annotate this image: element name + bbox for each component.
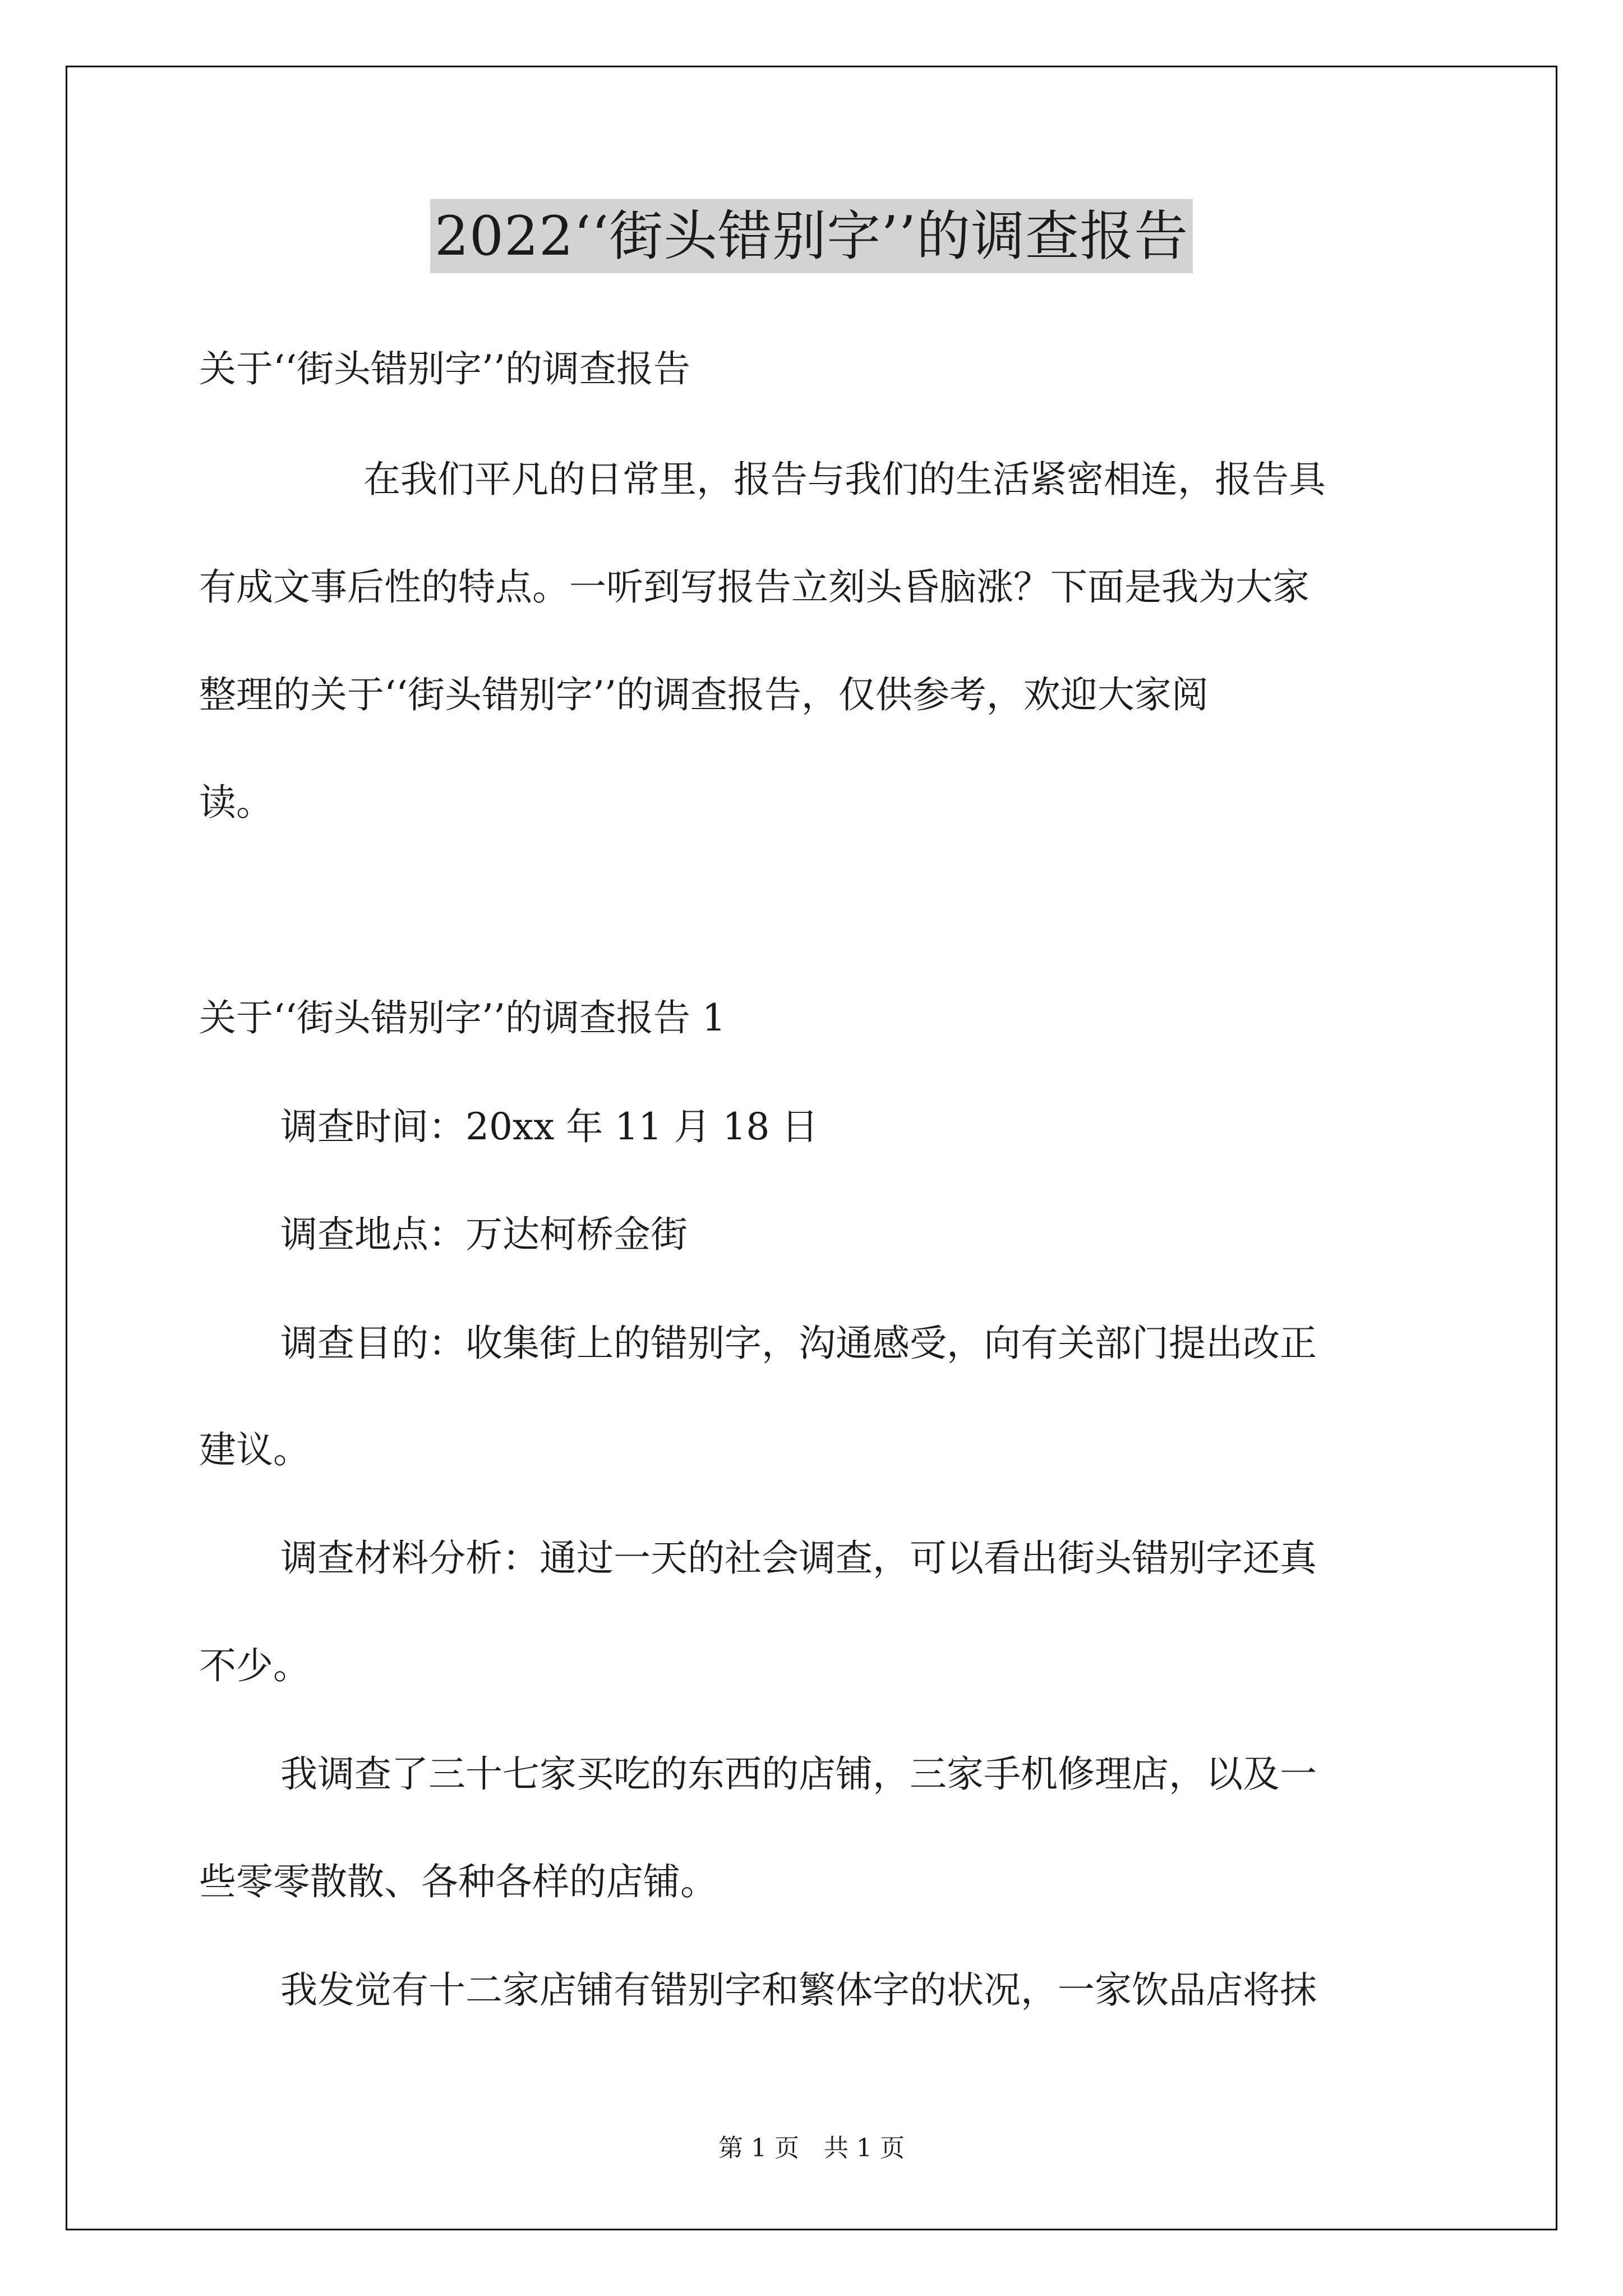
paragraph-line: 调查材料分析：通过一天的社会调查，可以看出街头错别字还真 [280, 1536, 1317, 1580]
paragraph-line: 些零零散散、各种各样的店铺。 [199, 1860, 717, 1903]
paragraph-line: 整理的关于‘‘街头错别字’’的调查报告，仅供参考，欢迎大家阅 [199, 673, 1209, 716]
paragraph-line: 建议。 [199, 1428, 310, 1471]
section-heading: 关于‘‘街头错别字’’的调查报告 1 [199, 996, 726, 1039]
paragraph-line: 在我们平凡的日常里，报告与我们的生活紧密相连，报告具 [363, 458, 1326, 501]
paragraph-line: 读。 [199, 781, 273, 824]
paragraph-line: 调查时间：20xx 年 11 月 18 日 [280, 1105, 819, 1148]
paragraph-line: 调查目的：收集街上的错别字，沟通感受，向有关部门提出改正 [280, 1322, 1317, 1365]
title-container [0, 199, 1623, 273]
paragraph-line: 我调查了三十七家买吃的东西的店铺，三家手机修理店，以及一 [280, 1752, 1317, 1796]
paragraph-line: 我发觉有十二家店铺有错别字和繁体字的状况，一家饮品店将抹 [280, 1968, 1317, 2012]
subtitle-line: 关于‘‘街头错别字’’的调查报告 [199, 347, 690, 390]
document-title: 2022‘‘街头错别字’’的调查报告 [430, 199, 1193, 273]
page-footer: 第 1 页 共 1 页 [718, 2134, 905, 2162]
paragraph-line: 有成文事后性的特点。一听到写报告立刻头昏脑涨？下面是我为大家 [199, 565, 1310, 609]
paragraph-line: 不少。 [199, 1644, 310, 1687]
paragraph-line: 调查地点：万达柯桥金街 [280, 1213, 688, 1256]
